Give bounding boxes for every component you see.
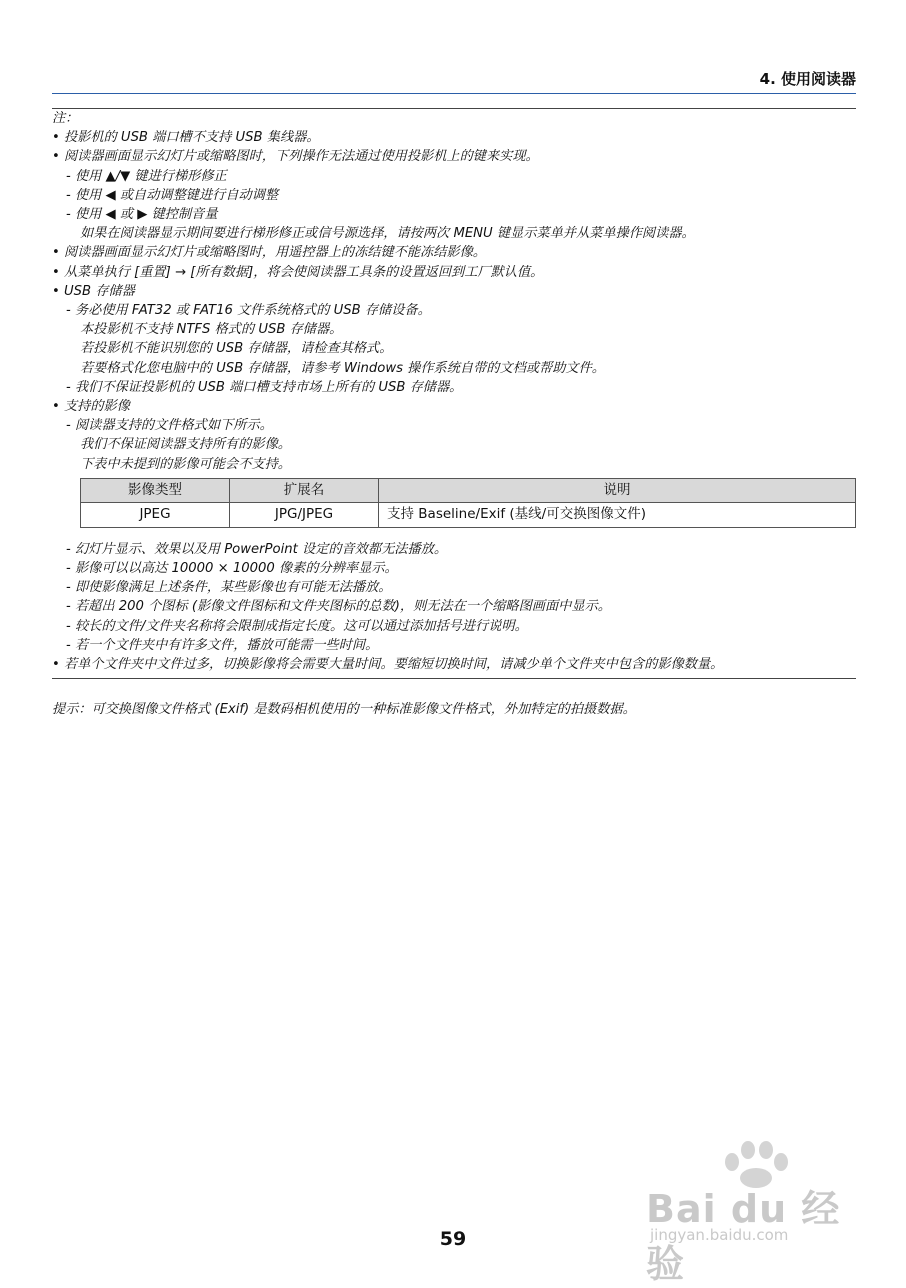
note-continuation: 如果在阅读器显示期间要进行梯形修正或信号源选择，请按两次 MENU 键显示菜单并从菜单操作阅读器。 [80, 226, 695, 242]
note-subitem: - 使用 ◀ 或自动调整键进行自动调整 [66, 187, 279, 203]
note-subitem: - 阅读器支持的文件格式如下所示。 [66, 418, 273, 434]
chapter-title: 4. 使用阅读器 [759, 70, 856, 88]
note-bullet: • 阅读器画面显示幻灯片或缩略图时，下列操作无法通过使用投影机上的键来实现。 [52, 149, 539, 165]
note-continuation: 我们不保证阅读器支持所有的影像。 [80, 437, 291, 453]
supported-formats-table [80, 478, 856, 528]
notes-section [52, 109, 862, 674]
table-cell: JPG/JPEG [230, 502, 379, 527]
notes-heading: 注： [52, 111, 79, 126]
table-cell: JPEG [81, 502, 230, 527]
notes-list [52, 128, 862, 474]
note-continuation: 若投影机不能识别您的 USB 存储器，请检查其格式。 [80, 341, 393, 357]
table-header-row [81, 478, 856, 502]
note-subitem: - 即使影像满足上述条件，某些影像也有可能无法播放。 [66, 580, 392, 596]
note-bullet: • 从菜单执行 [重置] → [所有数据]，将会使阅读器工具条的设置返回到工厂默认值。 [52, 264, 544, 280]
note-bullet: • 投影机的 USB 端口槽不支持 USB 集线器。 [52, 130, 320, 146]
note-subitem: - 我们不保证投影机的 USB 端口槽支持市场上所有的 USB 存储器。 [66, 379, 463, 395]
note-subitem: - 若一个文件夹中有许多文件，播放可能需一些时间。 [66, 637, 379, 653]
table-header-cell: 扩展名 [230, 478, 379, 502]
header-rule [52, 93, 856, 94]
watermark-logo: Bai du 经验 [646, 1187, 841, 1286]
note-bullet: • 支持的影像 [52, 399, 130, 415]
note-subitem: - 较长的文件/文件夹名称将会限制成指定长度。这可以通过添加括号进行说明。 [66, 618, 528, 634]
page-number: 59 [439, 1228, 467, 1250]
note-subitem: - 使用 ▲/▼ 键进行梯形修正 [66, 168, 227, 184]
note-continuation: 下表中未提到的影像可能会不支持。 [80, 456, 291, 472]
note-continuation: 若要格式化您电脑中的 USB 存储器，请参考 Windows 操作系统自带的文档或帮助文件。 [80, 360, 605, 376]
note-subitem: - 影像可以以高达 10000 × 10000 像素的分辨率显示。 [66, 561, 398, 577]
note-continuation: 本投影机不支持 NTFS 格式的 USB 存储器。 [80, 322, 343, 338]
watermark-url: jingyan.baidu.com [650, 1226, 789, 1244]
table-header-cell: 影像类型 [81, 478, 230, 502]
table-cell: 支持 Baseline/Exif (基线/可交换图像文件) [379, 502, 856, 527]
note-subitem: - 幻灯片显示、效果以及用 PowerPoint 设定的音效都无法播放。 [66, 541, 448, 557]
note-subitem: - 若超出 200 个图标 (影像文件图标和文件夹图标的总数)，则无法在一个缩略图画面中显示。 [66, 599, 611, 615]
notes-list-continued [52, 540, 862, 674]
note-bullet: • 阅读器画面显示幻灯片或缩略图时，用遥控器上的冻结键不能冻结影像。 [52, 245, 486, 261]
table-header-cell: 说明 [379, 478, 856, 502]
tip-note: 提示：可交换图像文件格式 (Exif) 是数码相机使用的一种标准影像文件格式，外加特定的拍摄数据。 [52, 702, 636, 717]
note-bullet: • USB 存储器 [52, 283, 135, 299]
table-row [81, 502, 856, 527]
note-subitem: - 务必使用 FAT32 或 FAT16 文件系统格式的 USB 存储设备。 [66, 303, 431, 319]
note-bullet: • 若单个文件夹中文件过多，切换影像将会需要大量时间。要缩短切换时间，请减少单个文件夹中包含的影像数量。 [52, 657, 724, 673]
baidu-watermark [646, 1140, 866, 1286]
notes-bottom-rule [52, 678, 856, 679]
note-subitem: - 使用 ◀ 或 ▶ 键控制音量 [66, 207, 218, 223]
